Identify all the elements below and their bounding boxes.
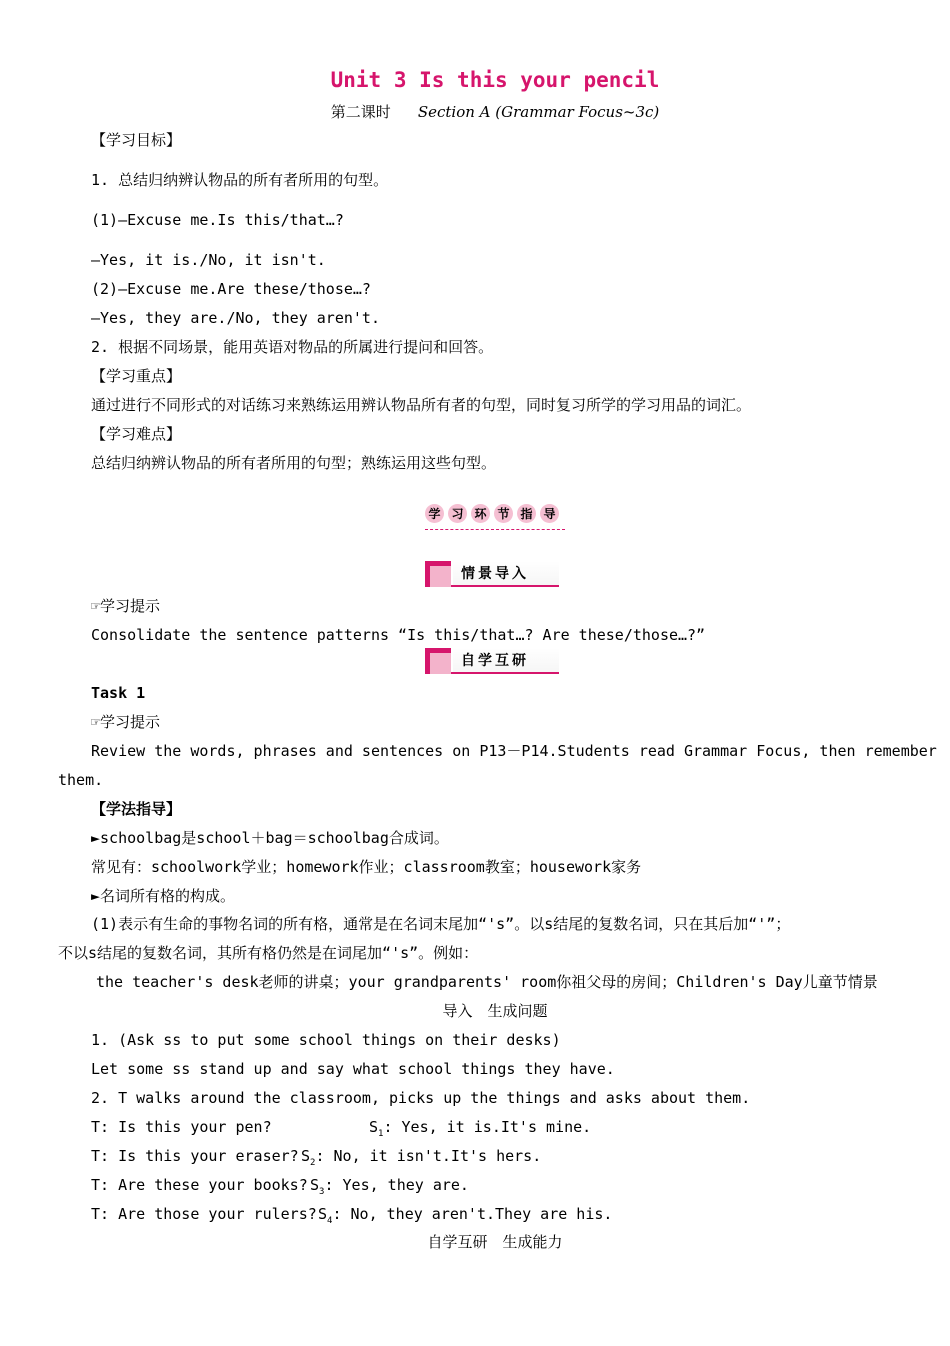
banner-char: 导 [540,504,559,523]
dialogue-student: $S_2$: No, it isn't.It's hers. [301,1147,542,1168]
page-title: Unit 3 Is this your pencil [330,68,660,92]
possessive-heading: ►名词所有格的构成。 [91,887,236,905]
activity-1-text: Let some ss stand up and say what school things they have. [91,1060,615,1078]
section-label-intro: 情景导入 [461,566,529,582]
difficulties-text: 总结归纳辨认物品的所有者所用的句型；熟练运用这些句型。 [91,454,497,472]
dialogue-student: $S_1$: Yes, it is.It's mine. [369,1118,592,1139]
method-compound: ►schoolbag是school＋bag＝schoolbag合成词。 [91,829,449,847]
activity-2: 2. T walks around the classroom, picks up the things and asks about them. [91,1089,751,1107]
objective-item-1: 1. 总结归纳辨认物品的所有者所用的句型。 [91,171,389,189]
key-points-text: 通过进行不同形式的对话练习来熟练运用辨认物品所有者的句型，同时复习所学的学习用品的词汇。 [91,396,752,414]
difficulties-heading: 【学习难点】 [91,425,182,443]
method-common: 常见有：schoolwork学业；homework作业；classroom教室；housework家务 [91,858,642,876]
banner-char: 节 [494,504,513,523]
banner-char: 环 [471,504,490,523]
dialogue-teacher: T: Is this your pen? [91,1118,272,1136]
objective-sub-2-answer: —Yes, they are./No, they aren't. [91,309,380,327]
section-label-self-study: 自学互研 [461,653,529,669]
section-label: Section A (Grammar Focus~3c) [417,103,660,121]
objectives-heading: 【学习目标】 [91,131,182,149]
possessive-rule-line-2: 不以s结尾的复数名词，其所有格仍然是在词尾加“'s”。例如： [58,944,479,962]
intro-tip: ☞学习提示 [91,597,161,615]
section-header-self-study [425,648,559,674]
dialogue-teacher: T: Are those your rulers? [91,1205,317,1223]
task-label: Task 1 [91,684,146,702]
dialogue-teacher: T: Are these your books? [91,1176,308,1194]
footer-step: 自学互研 生成能力 [427,1233,563,1251]
possessive-rule-line-1: (1)表示有生命的事物名词的所有格，通常是在名词末尾加“'s”。以s结尾的复数名词，只在其后加“'”； [91,915,791,933]
banner-char: 指 [517,504,536,523]
examples-line-2: 导入 生成问题 [442,1002,548,1020]
banner-char: 习 [448,504,467,523]
objective-item-2: 2. 根据不同场景，能用英语对物品的所属进行提问和回答。 [91,338,494,356]
possessive-examples: the teacher's desk老师的讲桌；your grandparents' room你祖父母的房间；Children's Day儿童节情景 [96,973,878,991]
intro-text: Consolidate the sentence patterns “Is this/that…? Are these/those…?” [91,626,706,644]
page-subtitle [0,101,950,122]
section-header-intro [425,561,559,587]
banner-char: 学 [425,504,444,523]
activity-1: 1. (Ask ss to put some school things on their desks) [91,1031,561,1049]
self-tip: ☞学习提示 [91,713,161,731]
objective-sub-1: (1)—Excuse me.Is this/that…? [91,211,344,229]
banner-divider [425,529,565,530]
dialogue-student: $S_3$: Yes, they are. [310,1176,469,1197]
study-guide-banner [425,504,565,532]
method-heading: 【学法指导】 [91,800,182,818]
self-text-line-1: Review the words, phrases and sentences on P13－P14.Students read Grammar Focus, then remember [91,742,937,760]
dialogue-teacher: T: Is this your eraser? [91,1147,299,1165]
objective-sub-2: (2)—Excuse me.Are these/those…? [91,280,371,298]
objective-sub-1-answer: —Yes, it is./No, it isn't. [91,251,326,269]
self-text-line-2: them. [58,771,104,789]
dialogue-student: $S_4$: No, they aren't.They are his. [318,1205,613,1226]
lesson-label: 第二课时 [330,103,391,121]
key-points-heading: 【学习重点】 [91,367,182,385]
